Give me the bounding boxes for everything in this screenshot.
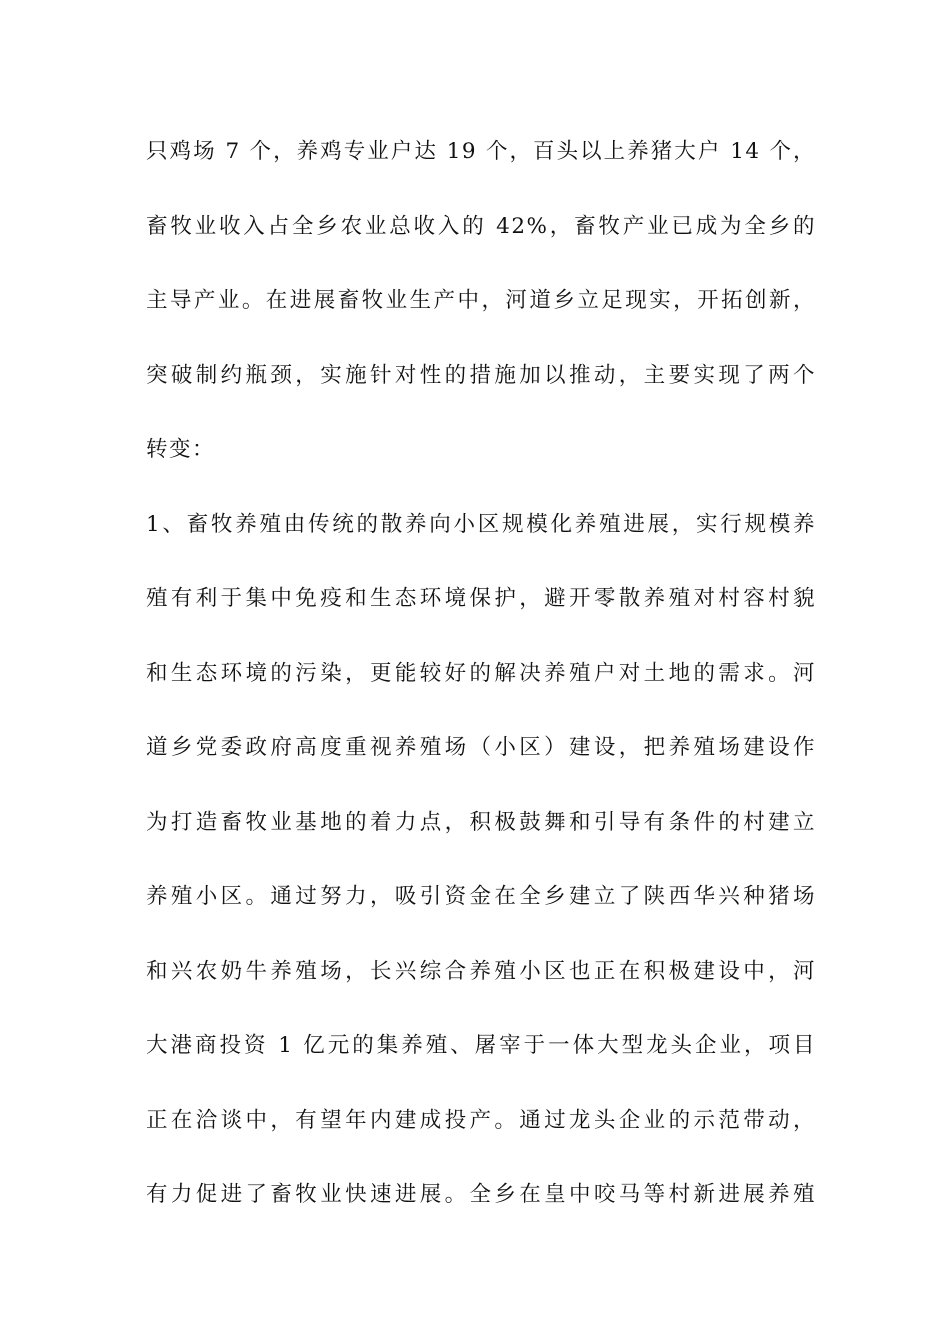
text-line: 道乡党委政府高度重视养殖场（小区）建设，把养殖场建设作 (146, 735, 816, 760)
text-line: 主导产业。在进展畜牧业生产中，河道乡立足现实，开拓创新， (146, 288, 816, 313)
text-line: 有力促进了畜牧业快速进展。全乡在皇中咬马等村新进展养殖 (146, 1182, 816, 1207)
text-line: 转变： (146, 437, 216, 462)
text-line: 畜牧业收入占全乡农业总收入的 42%，畜牧产业已成为全乡的 (146, 213, 816, 239)
text-line: 大港商投资 1 亿元的集养殖、屠宰于一体大型龙头企业，项目 (146, 1033, 816, 1058)
document-body (146, 132, 816, 1250)
text-line: 只鸡场 7 个，养鸡专业户达 19 个，百头以上养猪大户 14 个， (146, 139, 816, 164)
text-line: 为打造畜牧业基地的着力点，积极鼓舞和引导有条件的村建立 (146, 809, 816, 835)
text-line: 1、畜牧养殖由传统的散养向小区规模化养殖进展，实行规模养 (146, 511, 816, 537)
text-line: 殖有利于集中免疫和生态环境保护，避开零散养殖对村容村貌 (146, 586, 816, 611)
text-line: 和兴农奶牛养殖场，长兴综合养殖小区也正在积极建设中，河 (146, 958, 816, 984)
text-line: 养殖小区。通过努力，吸引资金在全乡建立了陕西华兴种猪场 (146, 884, 816, 909)
text-line: 和生态环境的污染，更能较好的解决养殖户对土地的需求。河 (146, 660, 816, 686)
text-line: 正在洽谈中，有望年内建成投产。通过龙头企业的示范带动， (146, 1107, 816, 1133)
text-line: 突破制约瓶颈，实施针对性的措施加以推动，主要实现了两个 (146, 362, 816, 388)
